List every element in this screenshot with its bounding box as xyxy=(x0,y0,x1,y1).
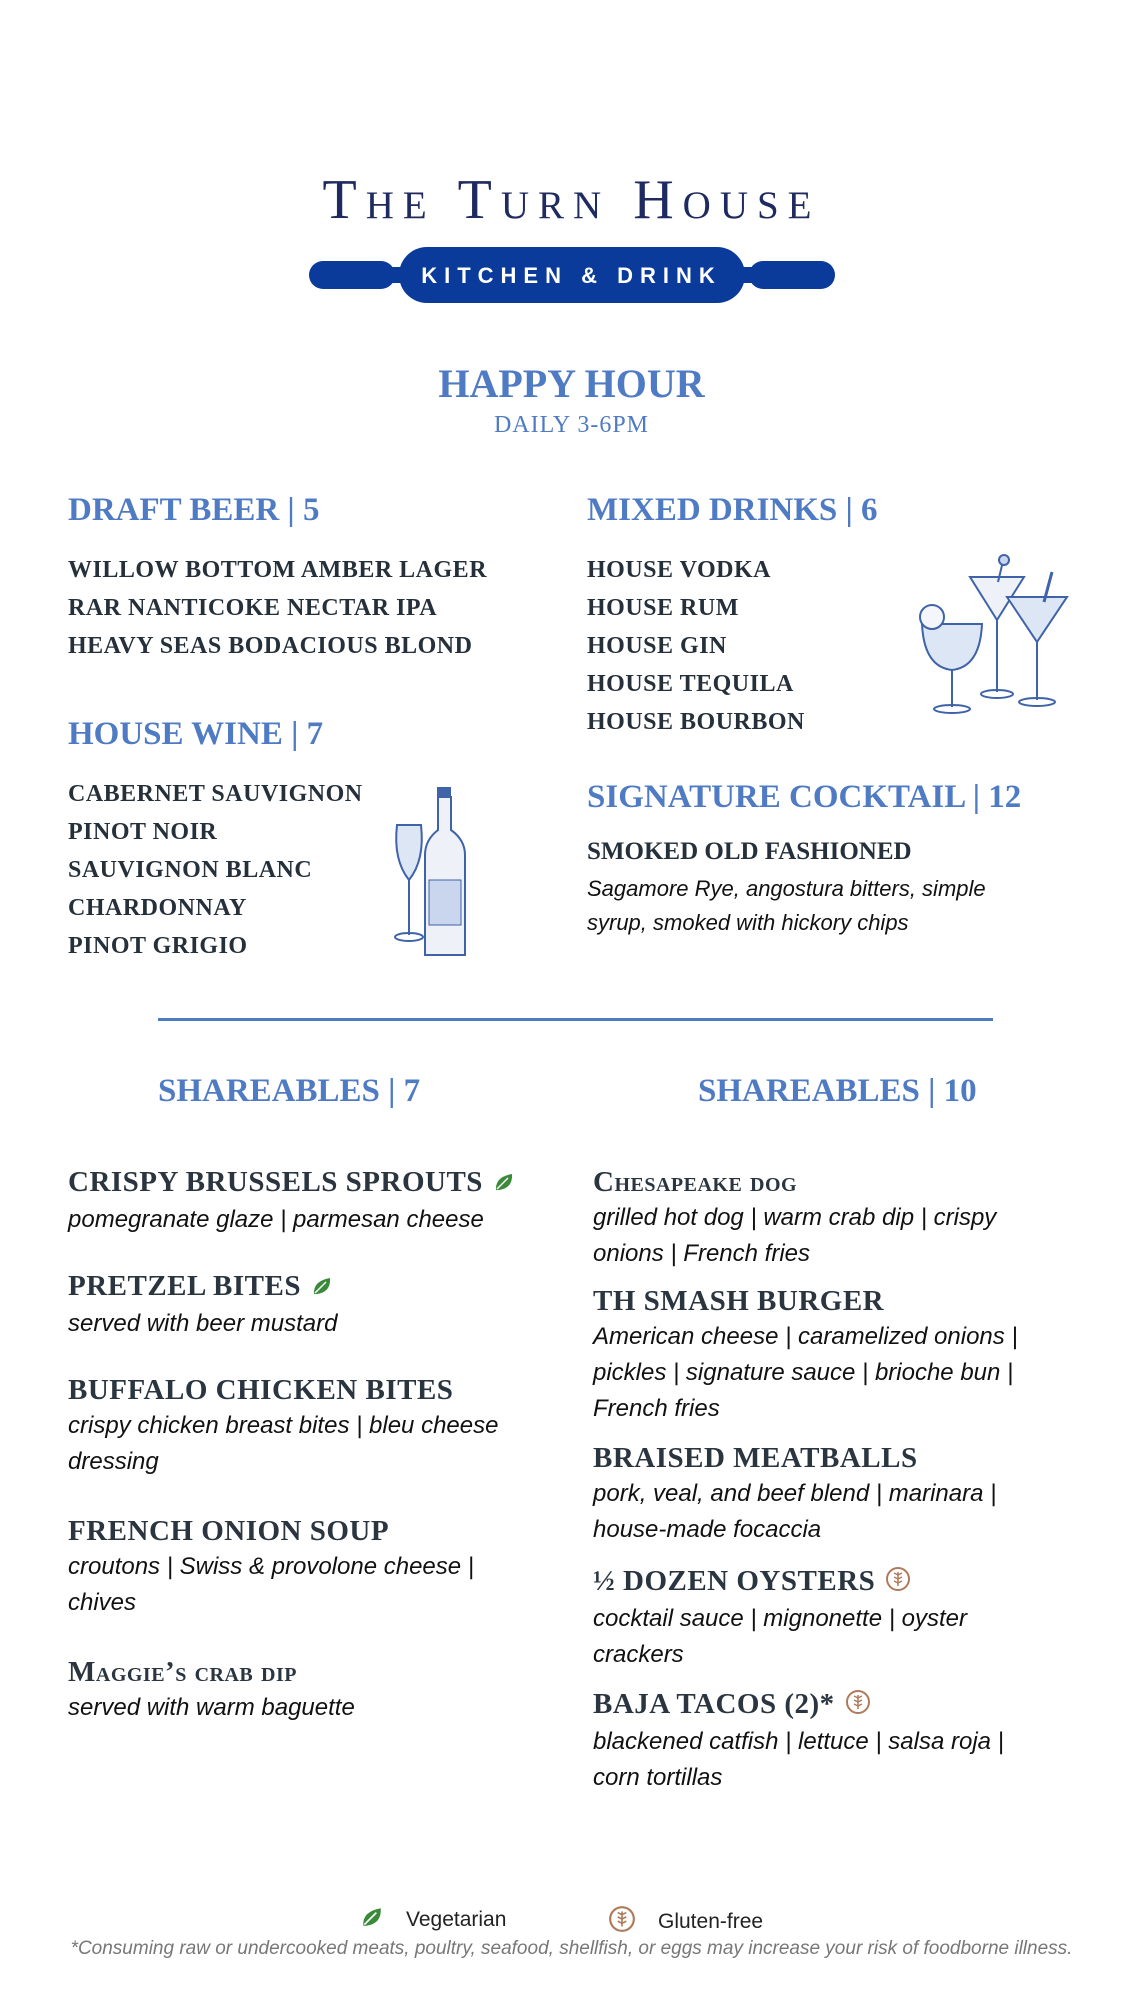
menu-item-description: pomegranate glaze | parmesan cheese xyxy=(68,1206,484,1234)
brand-tagline: KITCHEN & DRINK xyxy=(421,263,722,288)
rolling-pin-logo xyxy=(0,245,1143,315)
house-wine-list xyxy=(68,775,363,965)
list-item: HOUSE RUM xyxy=(587,595,739,621)
list-item: SAUVIGNON BLANC xyxy=(68,857,313,883)
menu-item-description: croutons | Swiss & provolone cheese | chives xyxy=(68,1553,475,1616)
list-item: HOUSE BOURBON xyxy=(587,709,805,735)
menu-item-name: CRISPY BRUSSELS SPROUTS xyxy=(68,1166,483,1198)
signature-cocktail-description: Sagamore Rye, angostura bitters, simple syrup, smoked with hickory chips xyxy=(587,876,986,935)
legend-vegetarian xyxy=(360,1905,506,1935)
menu-item-name: TH SMASH BURGER xyxy=(593,1285,885,1317)
menu-item-name: ½ DOZEN OYSTERS xyxy=(593,1565,876,1597)
list-item: RAR NANTICOKE NECTAR IPA xyxy=(68,595,438,621)
vegetarian-leaf-icon xyxy=(360,1905,384,1935)
gluten-free-wheat-icon xyxy=(885,1565,911,1601)
menu-item-name: Maggie’s crab dip xyxy=(68,1656,297,1688)
vegetarian-leaf-icon xyxy=(311,1270,333,1306)
menu-item xyxy=(593,1440,1053,1548)
menu-item-description: pork, veal, and beef blend | marinara | house-made focaccia xyxy=(593,1480,997,1543)
signature-cocktail-heading: SIGNATURE COCKTAIL | 12 xyxy=(587,779,1022,815)
shareables-7-heading: SHAREABLES | 7 xyxy=(158,1073,421,1109)
menu-item-description: served with beer mustard xyxy=(68,1310,338,1338)
menu-item-description: grilled hot dog | warm crab dip | crispy onions | French fries xyxy=(593,1204,997,1267)
menu-item xyxy=(593,1283,1083,1427)
menu-item xyxy=(593,1164,1073,1272)
menu-item xyxy=(68,1372,548,1480)
menu-item-name: Chesapeake dog xyxy=(593,1166,798,1198)
house-wine-heading: HOUSE WINE | 7 xyxy=(68,716,324,752)
section-divider xyxy=(158,1018,993,1021)
menu-item-name: BAJA TACOS (2)* xyxy=(593,1688,835,1720)
list-item: CABERNET SAUVIGNON xyxy=(68,781,363,807)
list-item: PINOT NOIR xyxy=(68,819,218,845)
menu-item-name: PRETZEL BITES xyxy=(68,1270,301,1302)
gluten-free-wheat-icon xyxy=(608,1905,636,1939)
mixed-drinks-list xyxy=(587,551,805,741)
cocktail-glasses-illustration xyxy=(912,552,1072,722)
draft-beer-list xyxy=(68,551,487,665)
happy-hour-title: HAPPY HOUR xyxy=(438,361,705,406)
happy-hour-subtitle: DAILY 3-6PM xyxy=(493,412,650,438)
menu-item xyxy=(68,1513,528,1621)
food-safety-disclaimer: *Consuming raw or undercooked meats, poultry, seafood, shellfish, or eggs may increase your risk of foodborne illness. xyxy=(70,1938,1073,1959)
list-item: HOUSE VODKA xyxy=(587,557,771,583)
menu-item-name: FRENCH ONION SOUP xyxy=(68,1515,390,1547)
menu-item-description: served with warm baguette xyxy=(68,1694,355,1721)
menu-item xyxy=(68,1654,548,1726)
gluten-free-wheat-icon xyxy=(845,1688,871,1724)
menu-item-description: crispy chicken breast bites | bleu cheese dressing xyxy=(68,1412,499,1475)
list-item: HOUSE TEQUILA xyxy=(587,671,794,697)
menu-item xyxy=(593,1563,1053,1673)
shareables-10-heading: SHAREABLES | 10 xyxy=(698,1073,977,1109)
menu-item-description: blackened catfish | lettuce | salsa roja | corn tortillas xyxy=(593,1728,1004,1792)
legend-gluten-free xyxy=(608,1905,763,1935)
menu-item-name: BUFFALO CHICKEN BITES xyxy=(68,1374,454,1406)
menu-item xyxy=(68,1268,548,1342)
brand-name: The Turn House xyxy=(322,169,821,231)
list-item: HEAVY SEAS BODACIOUS BLOND xyxy=(68,633,473,659)
draft-beer-heading: DRAFT BEER | 5 xyxy=(68,492,320,528)
list-item: HOUSE GIN xyxy=(587,633,727,659)
list-item: PINOT GRIGIO xyxy=(68,933,248,959)
legend-gluten-free-label: Gluten-free xyxy=(658,1910,764,1933)
menu-item xyxy=(68,1164,548,1238)
signature-cocktail-name: SMOKED OLD FASHIONED xyxy=(587,838,912,865)
wine-bottle-glass-illustration xyxy=(385,785,475,965)
vegetarian-leaf-icon xyxy=(493,1166,515,1202)
menu-item-description: American cheese | caramelized onions | pickles | signature sauce | brioche bun | French fries xyxy=(593,1323,1018,1422)
menu-item-name: BRAISED MEATBALLS xyxy=(593,1442,918,1474)
menu-item-description: cocktail sauce | mignonette | oyster crackers xyxy=(593,1605,967,1669)
menu-item xyxy=(593,1686,1053,1796)
list-item: CHARDONNAY xyxy=(68,895,247,921)
list-item: WILLOW BOTTOM AMBER LAGER xyxy=(68,557,488,583)
mixed-drinks-heading: MIXED DRINKS | 6 xyxy=(587,492,878,528)
legend-vegetarian-label: Vegetarian xyxy=(406,1908,507,1931)
